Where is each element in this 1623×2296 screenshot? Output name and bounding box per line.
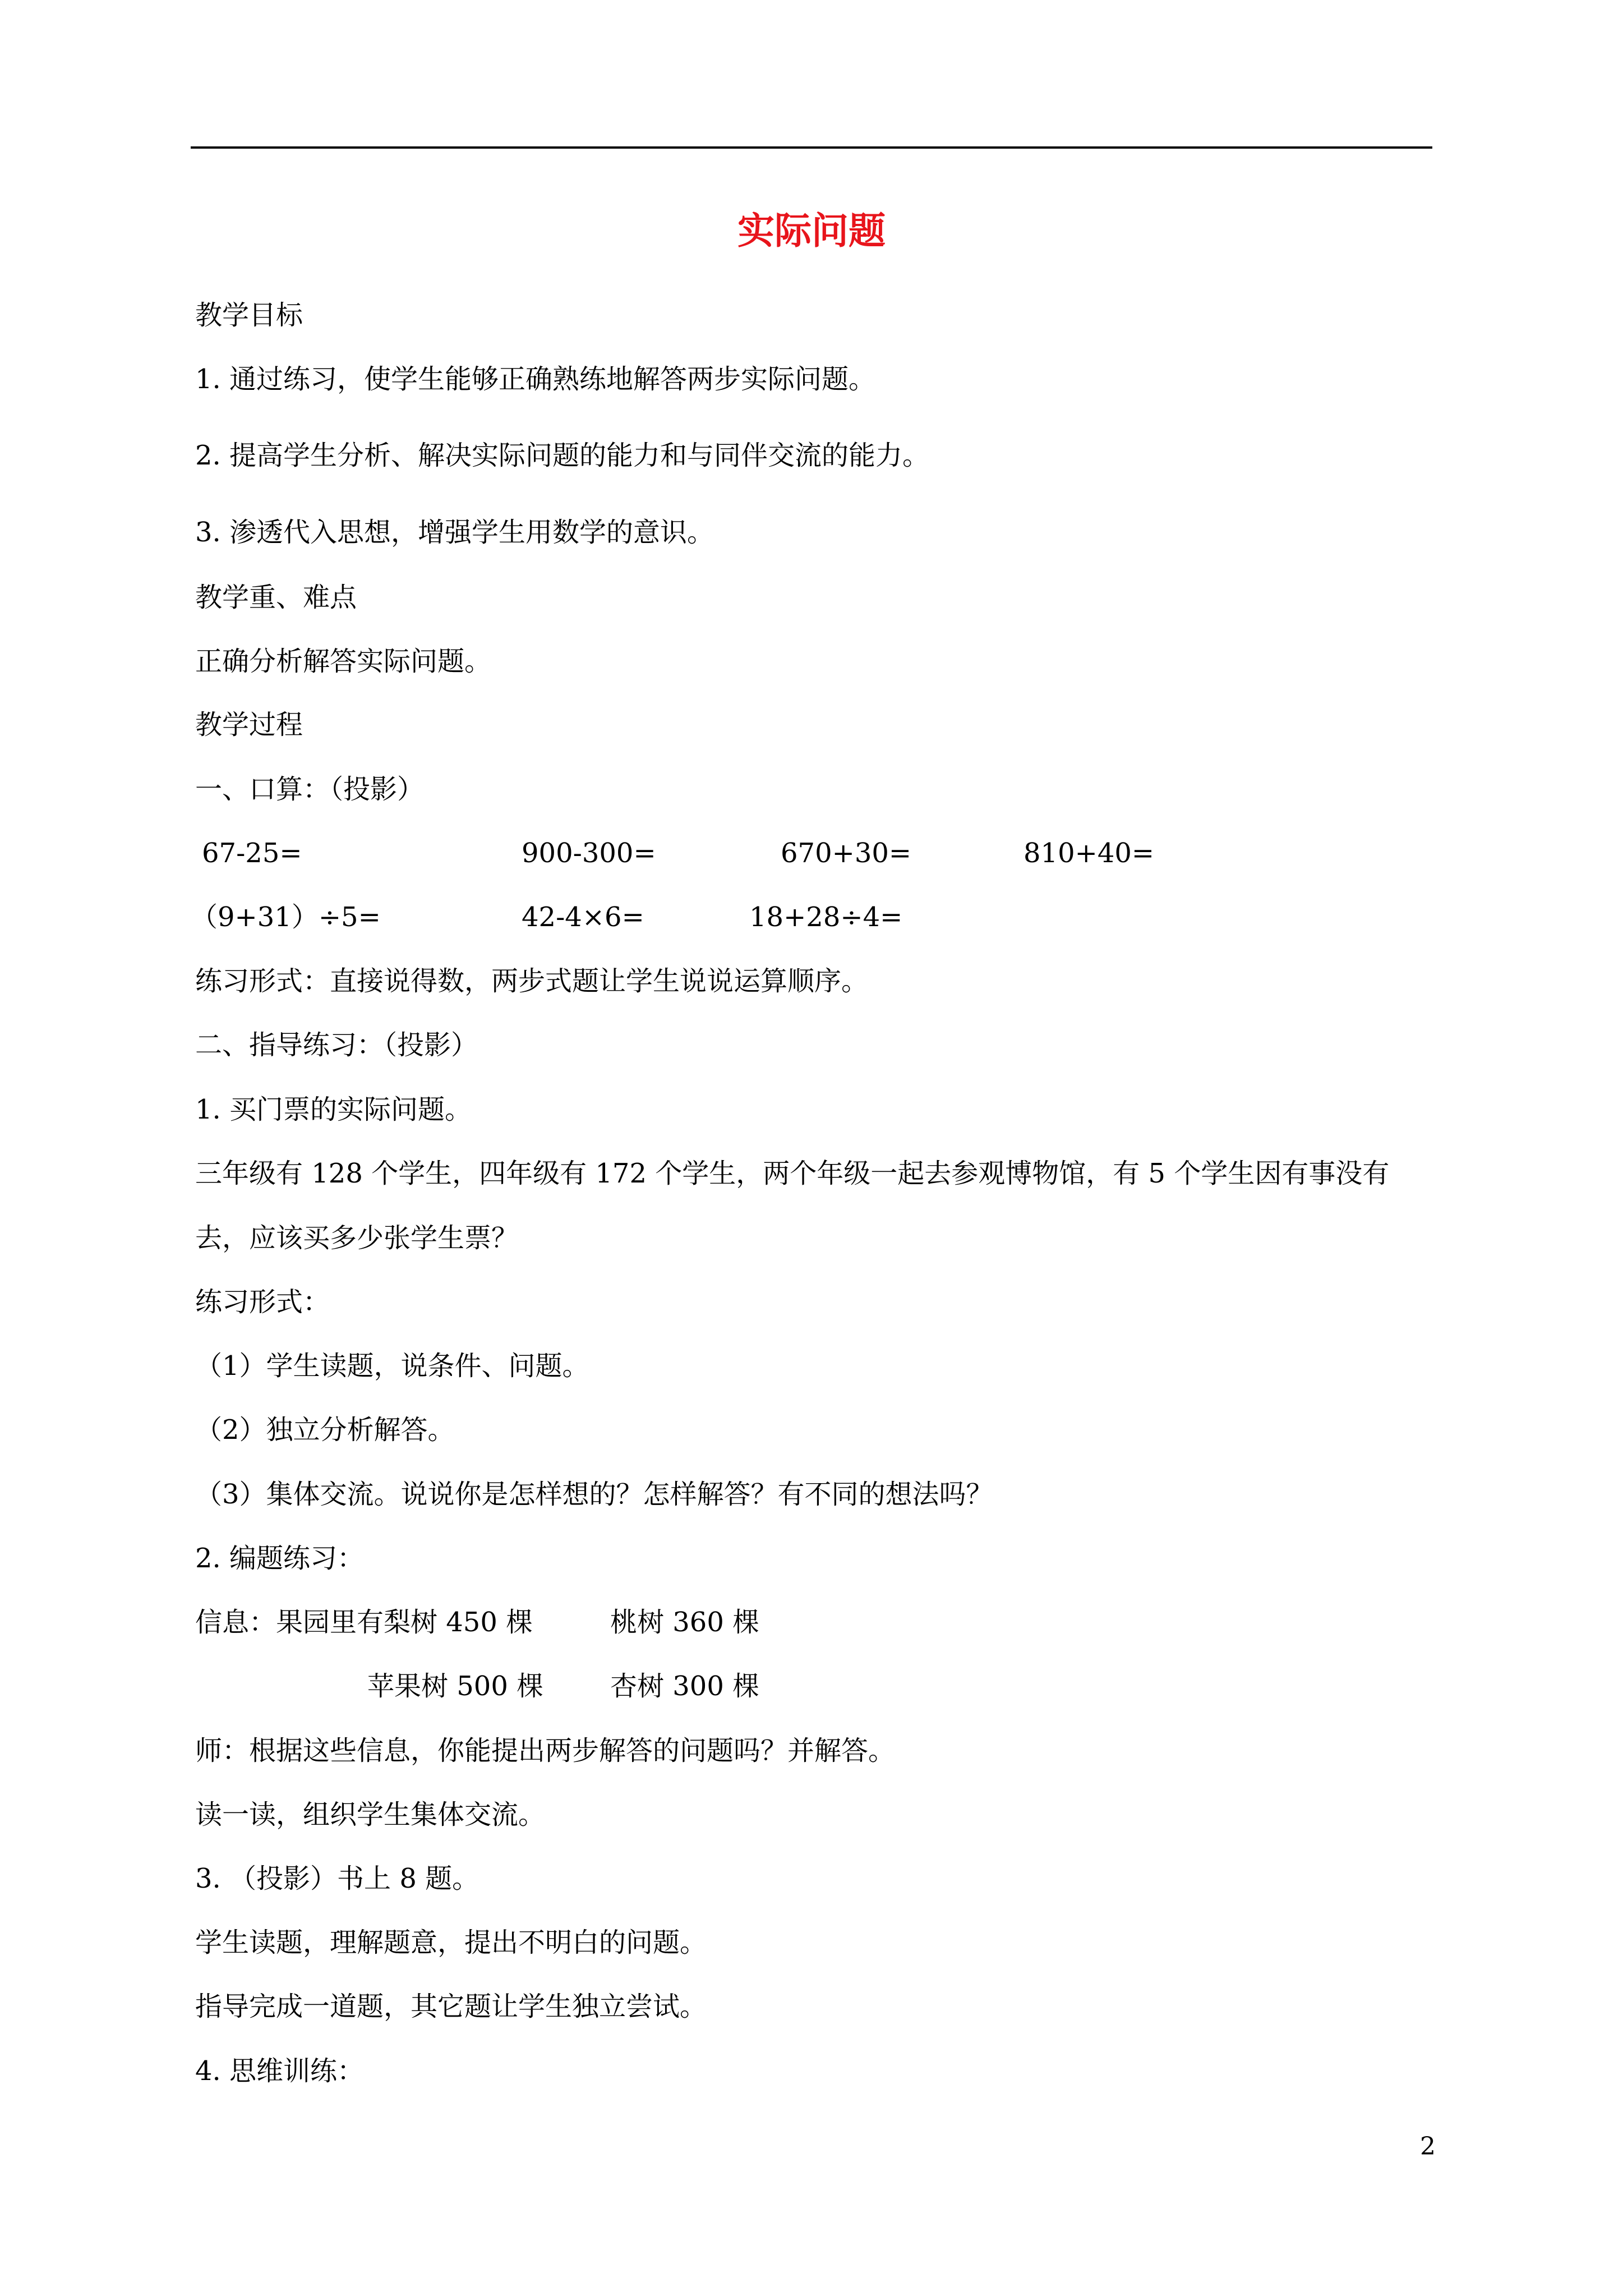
page-number: 2	[1420, 2132, 1436, 2161]
read-exchange-text: 读一读，组织学生集体交流。	[195, 1799, 546, 1830]
practice-item-4: 4. 思维训练：	[195, 2055, 365, 2087]
step-1: （1）学生读题，说条件、问题。	[195, 1350, 589, 1382]
step-3: （3）集体交流。说说你是怎样想的？怎样解答？有不同的想法吗？	[195, 1479, 993, 1510]
info-peach: 桃树 360 棵	[610, 1607, 760, 1638]
header-rule	[191, 146, 1432, 149]
info-pear: 信息：果园里有梨树 450 棵	[195, 1607, 533, 1638]
key-points-text: 正确分析解答实际问题。	[195, 646, 492, 677]
calc-item: 670+30=	[781, 838, 912, 869]
practice-form-text: 练习形式：直接说得数，两步式题让学生说说运算顺序。	[195, 965, 869, 997]
practice-item-3: 3. （投影）书上 8 题。	[195, 1863, 479, 1894]
guide-text: 指导完成一道题，其它题让学生独立尝试。	[195, 1991, 707, 2022]
calc-item: 900-300=	[522, 838, 656, 869]
goal-item-2: 2. 提高学生分析、解决实际问题的能力和与同伴交流的能力。	[195, 440, 930, 471]
practice-item-1: 1. 买门票的实际问题。	[195, 1094, 472, 1125]
practice-item-2: 2. 编题练习：	[195, 1543, 365, 1574]
section-oral-calc: 一、口算：（投影）	[195, 774, 425, 805]
info-apricot: 杏树 300 棵	[610, 1671, 760, 1702]
goal-item-3: 3. 渗透代入思想，增强学生用数学的意识。	[195, 517, 714, 548]
info-apple: 苹果树 500 棵	[367, 1671, 544, 1702]
calc-item: 67-25=	[202, 838, 302, 869]
calc-item: 18+28÷4=	[749, 901, 903, 933]
page-title: 实际问题	[737, 209, 886, 252]
problem-text-line-2: 去，应该买多少张学生票？	[195, 1222, 519, 1254]
practice-form-label: 练习形式：	[195, 1286, 330, 1318]
calc-item: 42-4×6=	[522, 901, 644, 933]
read-problem-text: 学生读题，理解题意，提出不明白的问题。	[195, 1927, 707, 1958]
calc-item: 810+40=	[1023, 838, 1155, 869]
teacher-prompt: 师：根据这些信息，你能提出两步解答的问题吗？并解答。	[195, 1735, 896, 1766]
heading-teaching-process: 教学过程	[195, 709, 303, 740]
step-2: （2）独立分析解答。	[195, 1414, 455, 1446]
calc-item: （9+31）÷5=	[191, 901, 381, 933]
section-guided-practice: 二、指导练习：（投影）	[195, 1029, 478, 1061]
goal-item-1: 1. 通过练习，使学生能够正确熟练地解答两步实际问题。	[195, 364, 876, 395]
problem-text-line-1: 三年级有 128 个学生，四年级有 172 个学生，两个年级一起去参观博物馆，有 5 个学生因有事没有	[195, 1158, 1390, 1189]
heading-key-points: 教学重、难点	[195, 582, 357, 613]
heading-teaching-goals: 教学目标	[195, 300, 303, 331]
